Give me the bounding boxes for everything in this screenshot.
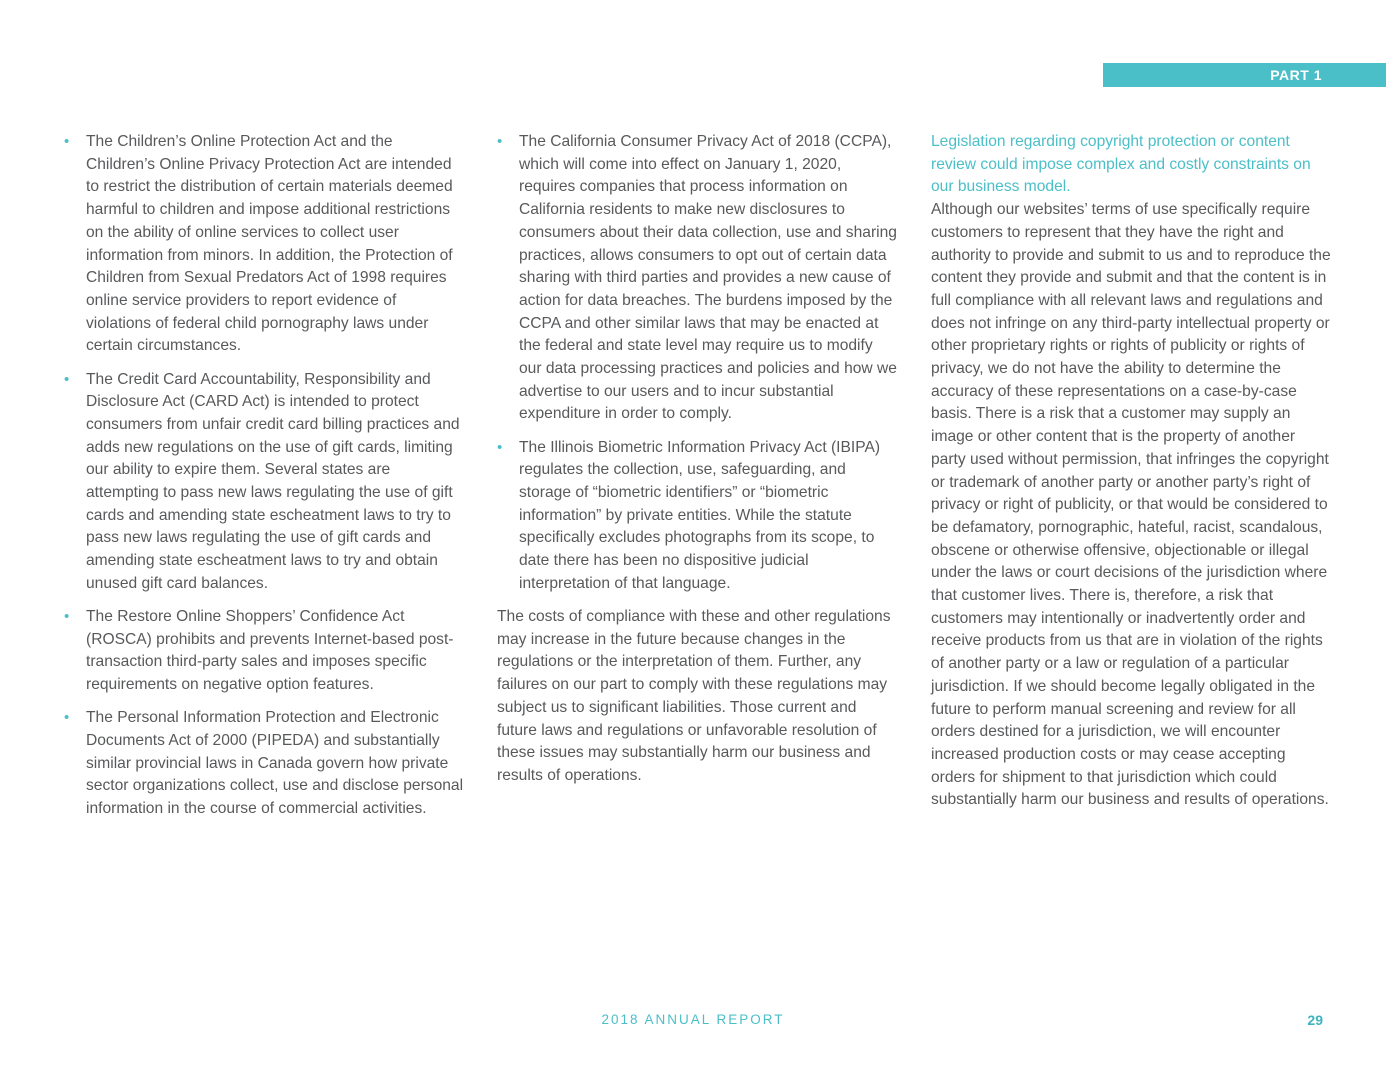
- section-heading: Legislation regarding copyright protection or content review could impose complex and costly constraints on our business model.: [931, 133, 1311, 196]
- bullet-icon: •: [64, 370, 70, 388]
- list-item-text: The California Consumer Privacy Act of 2018 (CCPA), which will come into effect on January 1, 2020, requires companies that process information on California residents to make new disclosures to consumers about their data collection, use and sharing practices, allows consumers to opt out of certain data sharing with third parties and provides a new cause of action for data breaches. The burdens imposed by the CCPA and other similar laws that may be enacted at the federal and state level may require us to modify our data processing practices and policies and how we advertise to our users and to incur substantial expenditure in order to comply.: [519, 133, 897, 423]
- list-item: [64, 606, 464, 697]
- list-item: [64, 131, 464, 358]
- page-number: 29: [1307, 1012, 1323, 1028]
- list-item: [497, 437, 897, 596]
- copyright-paragraph: Although our websites’ terms of use specifically require customers to represent that they have the right and authority to provide and submit to us and to reproduce the content they provide and submit and that the content is in full compliance with all relevant laws and regulations and does not infringe on any third-party intellectual property or other proprietary rights or rights of publicity or rights of privacy, we do not have the ability to determine the accuracy of these representations on a case-by-case basis. There is a risk that a customer may supply an image or other content that is the property of another party used without permission, that infringes the copyright or trademark of another party or another party’s right of privacy or right of publicity, or that would be considered to be defamatory, pornographic, hateful, racist, scandalous, obscene or otherwise offensive, objectionable or illegal under the laws or court decisions of the jurisdiction where that customer lives. There is, therefore, a risk that customers may intentionally or inadvertently order and receive products from us that are in violation of the rights of another party or a law or regulation of a particular jurisdiction. If we should become legally obligated in the future to perform manual screening and review for all orders destined for a jurisdiction, we will encounter increased production costs or may cease accepting orders for shipment to that jurisdiction which could substantially harm our business and results of operations.: [931, 201, 1331, 809]
- list-item-text: The Restore Online Shoppers’ Confidence Act (ROSCA) prohibits and prevents Internet-based post-transaction third-party sales and imposes specific requirements on negative option features.: [86, 608, 454, 694]
- list-item-text: The Credit Card Accountability, Responsibility and Disclosure Act (CARD Act) is intended to protect consumers from unfair credit card billing practices and adds new regulations on the use of gift cards, limiting our ability to expire them. Several states are attempting to pass new laws regulating the use of gift cards and amending state escheatment laws to try to pass new laws regulating the use of gift cards and amending state escheatment laws to try and obtain unused gift card balances.: [86, 370, 460, 592]
- list-item: [497, 131, 897, 426]
- middle-column: [497, 131, 897, 788]
- left-column: [64, 131, 464, 831]
- bullet-icon: •: [497, 438, 503, 456]
- compliance-costs-paragraph: The costs of compliance with these and other regulations may increase in the future because changes in the regulations or the interpretation of them. Further, any failures on our part to comply with these regulations may subject us to significant liabilities. Those current and future laws and regulations or unfavorable resolution of these issues may substantially harm our business and results of operations.: [497, 608, 891, 784]
- bullet-icon: •: [497, 133, 503, 150]
- footer-report-title: 2018 ANNUAL REPORT: [601, 1012, 785, 1027]
- bullet-icon: •: [64, 709, 70, 727]
- list-item-text: The Children’s Online Protection Act and the Children’s Online Privacy Protection Act are intended to restrict the distribution of certain materials deemed harmful to children and impose additional restrictions on the ability of online services to collect user information from minors. In addition, the Protection of Children from Sexual Predators Act of 1998 requires online service providers to report evidence of violations of federal child pornography laws under certain circumstances.: [86, 133, 453, 355]
- list-item-text: The Illinois Biometric Information Privacy Act (IBIPA) regulates the collection, use, safeguarding, and storage of “biometric identifiers” or “biometric information” by private entities. While the statute specifically excludes photographs from its scope, to date there has been no dispositive judicial interpretation of that language.: [519, 438, 881, 592]
- right-column: [931, 131, 1331, 812]
- regulation-list: [497, 131, 897, 596]
- list-item: [64, 369, 464, 596]
- list-item: [64, 707, 464, 821]
- bullet-icon: •: [64, 608, 70, 626]
- regulation-list: [64, 131, 464, 821]
- list-item-text: The Personal Information Protection and Electronic Documents Act of 2000 (PIPEDA) and substantially similar provincial laws in Canada govern how private sector organizations collect, use and disclose personal information in the course of commercial activities.: [86, 709, 464, 818]
- bullet-icon: •: [64, 133, 70, 150]
- part-label-tab: PART 1: [1103, 63, 1386, 87]
